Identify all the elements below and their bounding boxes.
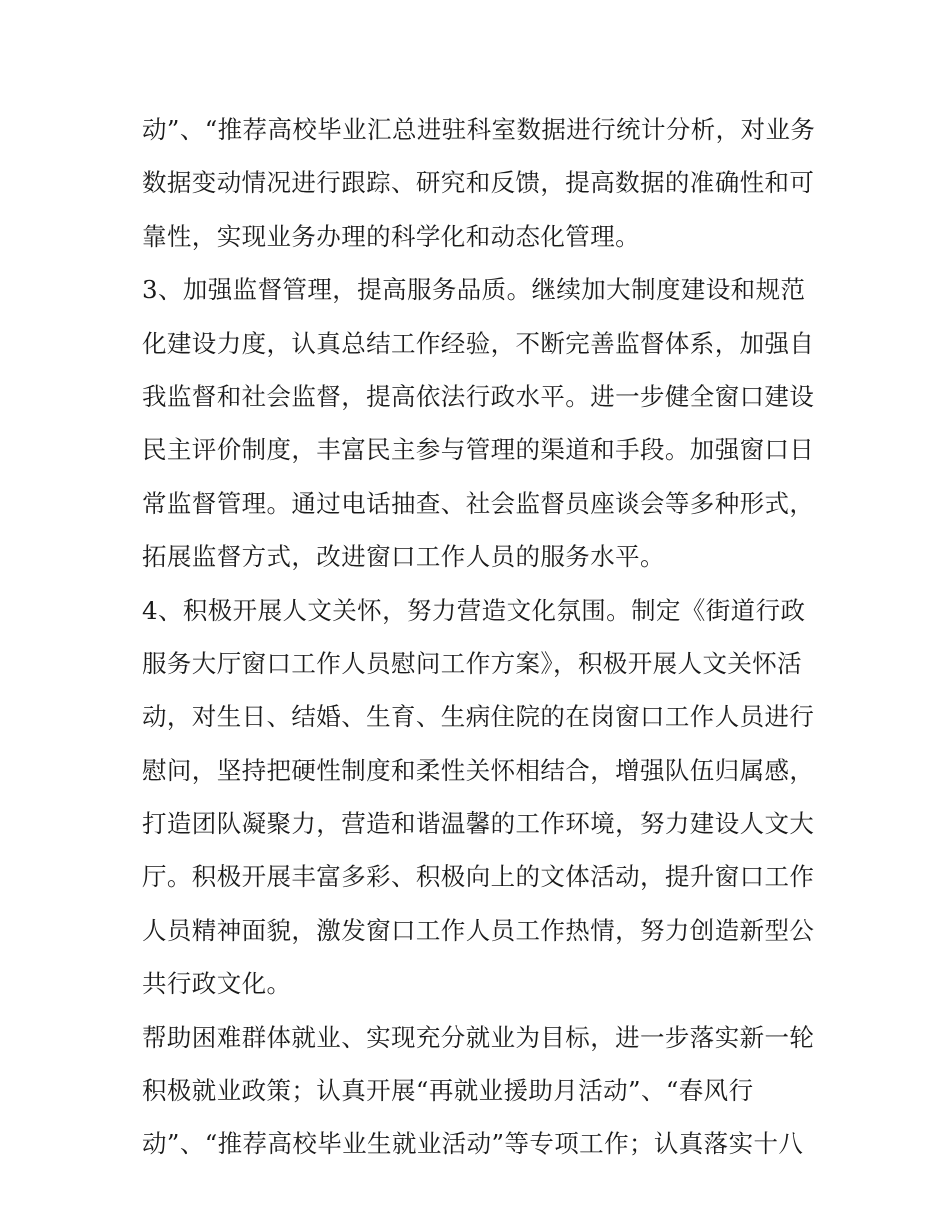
text-line: 服务大厅窗口工作人员慰问工作方案》，积极开展人文关怀活 [142,648,803,678]
text-line: 慰问，坚持把硬性制度和柔性关怀相结合，增强队伍归属感， [142,755,815,785]
text-line: 打造团队凝聚力，营造和谐温馨的工作环境，努力建设人文大 [142,809,815,839]
text-line: 帮助困难群体就业、实现充分就业为目标，进一步落实新一轮 [142,1022,815,1052]
text-line: 动，对生日、结婚、生育、生病住院的在岗窗口工作人员进行 [142,702,815,732]
text-line: 数据变动情况进行跟踪、研究和反馈，提高数据的准确性和可 [142,168,815,198]
text-line: 厅。积极开展丰富多彩、积极向上的文体活动，提升窗口工作 [142,862,815,892]
text-line: 靠性，实现业务办理的科学化和动态化管理。 [142,221,640,251]
document-body [142,103,822,1171]
text-line: 常监督管理。通过电话抽查、社会监督员座谈会等多种形式， [142,488,815,518]
text-line: 动”、“推荐高校毕业生就业活动”等专项工作；认真落实十八 [142,1129,804,1159]
text-line: 民主评价制度，丰富民主参与管理的渠道和手段。加强窗口日 [142,435,815,465]
text-line: 共行政文化。 [142,969,292,999]
text-line: 4、积极开展人文关怀，努力营造文化氛围。制定《街道行政 [142,595,806,625]
text-line: 积极就业政策；认真开展“再就业援助月活动”、“春风行 [142,1076,754,1106]
text-line: 我监督和社会监督，提高依法行政水平。进一步健全窗口建设 [142,381,815,411]
text-line: 人员精神面貌，激发窗口工作人员工作热情，努力创造新型公 [142,915,815,945]
text-line: 拓展监督方式，改进窗口工作人员的服务水平。 [142,542,665,572]
text-line: 3、加强监督管理，提高服务品质。继续加大制度建设和规范 [142,275,806,305]
text-line: 动”、“推荐高校毕业汇总进驻科室数据进行统计分析，对业务 [142,115,816,144]
text-line: 化建设力度，认真总结工作经验，不断完善监督体系，加强自 [142,328,815,358]
